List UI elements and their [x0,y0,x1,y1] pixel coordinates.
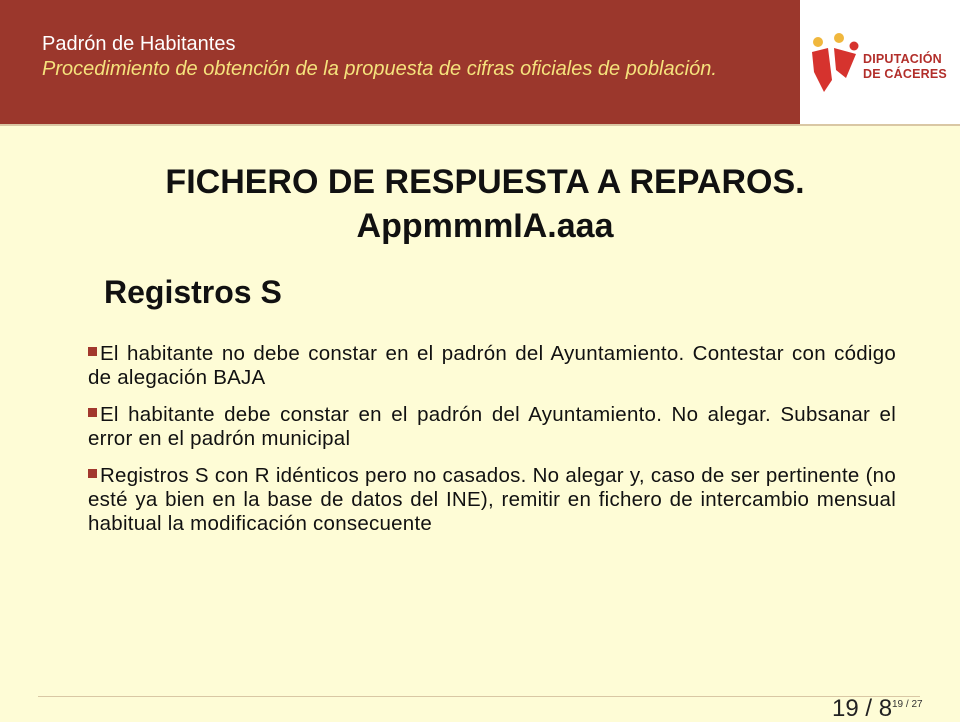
logo-line-1: DIPUTACIÓN [863,52,942,66]
page-title-line-2: AppmmmIA.aaa [356,207,614,245]
diputacion-caceres-logo-icon [806,30,866,100]
list-item [88,342,896,390]
logo [800,0,960,124]
list-item [88,403,896,451]
page-title-line-1: FICHERO DE RESPUESTA A REPAROS. [165,163,805,201]
header-banner [0,0,800,124]
bullet-text: El habitante debe constar en el padrón del Ayuntamiento. No alegar. Subsanar el error en el padrón municipal [88,403,896,450]
bullet-text: Registros S con R idénticos pero no casados. No alegar y, caso de ser pertinente (no esté ya bien en la base de datos del INE), remitir en fichero de intercambio mensual habitual la modificación consecuente [88,464,896,535]
footer-divider [38,696,920,697]
list-item [88,464,896,536]
bullet-list [88,342,896,549]
bullet-square-icon [88,469,97,478]
logo-text [863,52,947,82]
section-heading: Registros S [104,274,282,310]
bullet-square-icon [88,408,97,417]
bullet-square-icon [88,347,97,356]
page-number-large: 19 / 8 [832,695,893,722]
page-title [0,160,960,248]
header-title: Padrón de Habitantes [42,33,236,55]
header-divider [0,124,960,126]
bullet-text: El habitante no debe constar en el padrón del Ayuntamiento. Contestar con código de alegación BAJA [88,342,896,389]
header-subtitle: Procedimiento de obtención de la propuesta de cifras oficiales de población. [42,58,717,80]
page-number: 19 / 27 [892,699,923,710]
logo-line-2: DE CÁCERES [863,67,947,81]
